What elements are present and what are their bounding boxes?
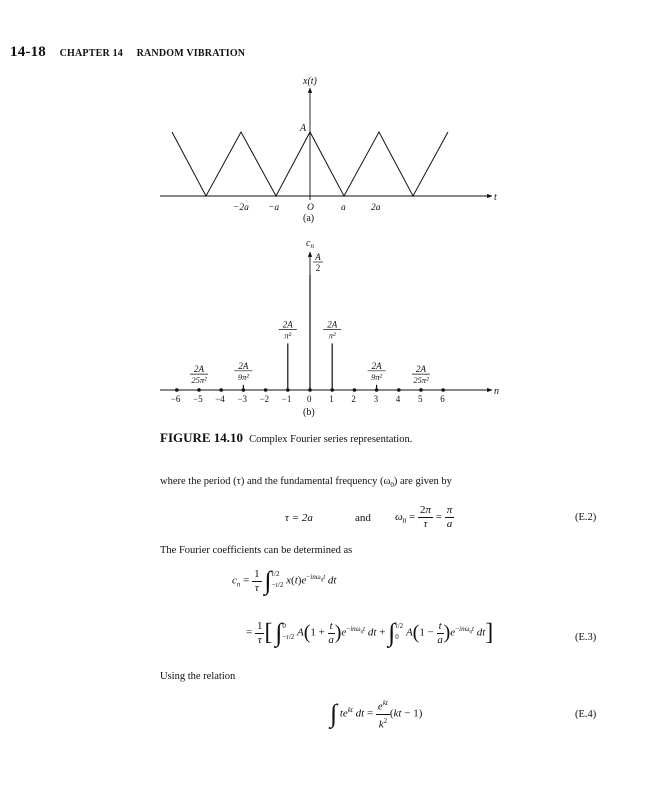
axis-dot bbox=[308, 388, 312, 392]
paragraph-period: where the period (τ) and the fundamental frequency $(\omega_0)$ are given by bbox=[160, 476, 452, 490]
center-coef-den: 2 bbox=[315, 263, 321, 273]
axis-dot bbox=[330, 388, 334, 392]
axis-dot bbox=[375, 388, 379, 392]
figure-number: FIGURE 14.10 bbox=[160, 430, 244, 445]
spectrum-lines bbox=[199, 275, 421, 390]
figure-a-tick-label: −2a bbox=[233, 203, 249, 213]
figure-a-tick-label: −a bbox=[268, 203, 280, 213]
figure-a-tick-label: O bbox=[307, 203, 314, 213]
figure-b-tick-label: −1 bbox=[281, 394, 292, 404]
figure-b-tick-label: 1 bbox=[329, 394, 334, 404]
figure-a-triangle-wave bbox=[0, 0, 645, 230]
axis-dot bbox=[242, 388, 246, 392]
figure-b-spectrum bbox=[0, 230, 645, 425]
coef-label-num: 2A bbox=[194, 364, 204, 375]
center-coef-label bbox=[313, 252, 323, 273]
coef-label-den: 9π² bbox=[237, 371, 249, 382]
equation-number-e4: (E.4) bbox=[575, 709, 597, 720]
figure-b-tick-label: −6 bbox=[170, 394, 181, 404]
coef-label-num: 2A bbox=[416, 364, 426, 375]
coef-label bbox=[412, 364, 430, 385]
cn-label: $c_n$ bbox=[306, 238, 314, 250]
peak-label: A bbox=[300, 123, 307, 134]
x-of-t-label: x(t) bbox=[303, 76, 317, 87]
figure-a-sublabel: (a) bbox=[303, 213, 315, 224]
equation-number-e3: (E.3) bbox=[575, 632, 597, 643]
axis-dot bbox=[197, 388, 201, 392]
coef-label-den: π² bbox=[328, 330, 336, 341]
figure-a-ticks bbox=[233, 203, 381, 213]
figure-b-tick-label: 3 bbox=[373, 394, 379, 404]
axis-dot bbox=[353, 388, 357, 392]
axis-dot bbox=[175, 388, 179, 392]
figure-b-sublabel: (b) bbox=[303, 407, 315, 418]
center-coef-num: A bbox=[315, 252, 321, 262]
coef-label bbox=[190, 364, 208, 385]
axis-dot bbox=[286, 388, 290, 392]
coef-label bbox=[368, 361, 386, 382]
figure-b-tick-label: 5 bbox=[418, 394, 423, 404]
coef-label-num: 2A bbox=[371, 360, 382, 371]
n-axis-label: n bbox=[494, 386, 499, 397]
coef-label-num: 2A bbox=[238, 360, 249, 371]
coef-label-den: 25π² bbox=[413, 375, 429, 386]
figure-b-tick-label: 2 bbox=[351, 394, 356, 404]
chapter-label: CHAPTER 14 bbox=[59, 48, 123, 59]
equation-number-e2: (E.2) bbox=[575, 512, 597, 523]
chapter-title: RANDOM VIBRATION bbox=[136, 48, 246, 59]
coef-label-num: 2A bbox=[327, 319, 338, 330]
figure-b-tick-label: −5 bbox=[193, 394, 203, 404]
axis-dot bbox=[264, 388, 268, 392]
axis-dot bbox=[397, 388, 401, 392]
figure-b-tick-label: −4 bbox=[215, 394, 225, 404]
equation-e4: ∫ $te^{kt}$ dt = $\frac{e^{kt}}{k^2}$ (kt − 1) bbox=[330, 699, 423, 731]
page-number: 14-18 bbox=[10, 44, 46, 60]
t-axis-label: t bbox=[494, 192, 497, 203]
caption-text: Complex Fourier series representation. bbox=[249, 434, 413, 445]
axis-dot bbox=[419, 388, 423, 392]
axis-dot bbox=[219, 388, 223, 392]
equation-e3-line1: $c_n$ = $\frac{1}{\tau}$ ∫ τ/2 −τ/2 $x(t)e^{-in\omega_0t}$ dt bbox=[232, 566, 337, 595]
figure-caption bbox=[160, 430, 412, 446]
figure-b-tick-label: −3 bbox=[237, 394, 247, 404]
figure-b-ticks bbox=[171, 388, 445, 404]
axis-dot bbox=[441, 388, 445, 392]
paragraph-coefficients: The Fourier coefficients can be determined as bbox=[160, 545, 353, 556]
coef-label-den: π² bbox=[284, 330, 292, 341]
figure-b-tick-label: 6 bbox=[440, 394, 445, 404]
coef-label-num: 2A bbox=[282, 319, 293, 330]
figure-b-tick-label: −2 bbox=[259, 394, 270, 404]
coef-label bbox=[234, 361, 252, 382]
coef-label-den: 25π² bbox=[191, 375, 207, 386]
coef-label bbox=[323, 319, 341, 340]
figure-b-tick-label: 4 bbox=[395, 394, 401, 404]
figure-a-tick-label: 2a bbox=[371, 203, 381, 213]
coef-label-den: 9π² bbox=[371, 371, 383, 382]
equation-e3-line2: = $\frac{1}{\tau}$ [ ∫ 0 −τ/2 A(1 + $\frac{t}{a}$ )$e^{-in\omega_0t}$ dt + ∫ τ/2 0 A(1 − $\frac{t}{a}$ )$e^{-in\omega_0t}$ dt] bbox=[246, 618, 494, 647]
coef-label bbox=[279, 319, 297, 340]
figure-a-tick-label: a bbox=[341, 203, 346, 213]
figure-b-tick-label: 0 bbox=[307, 394, 312, 404]
paragraph-relation: Using the relation bbox=[160, 671, 236, 682]
